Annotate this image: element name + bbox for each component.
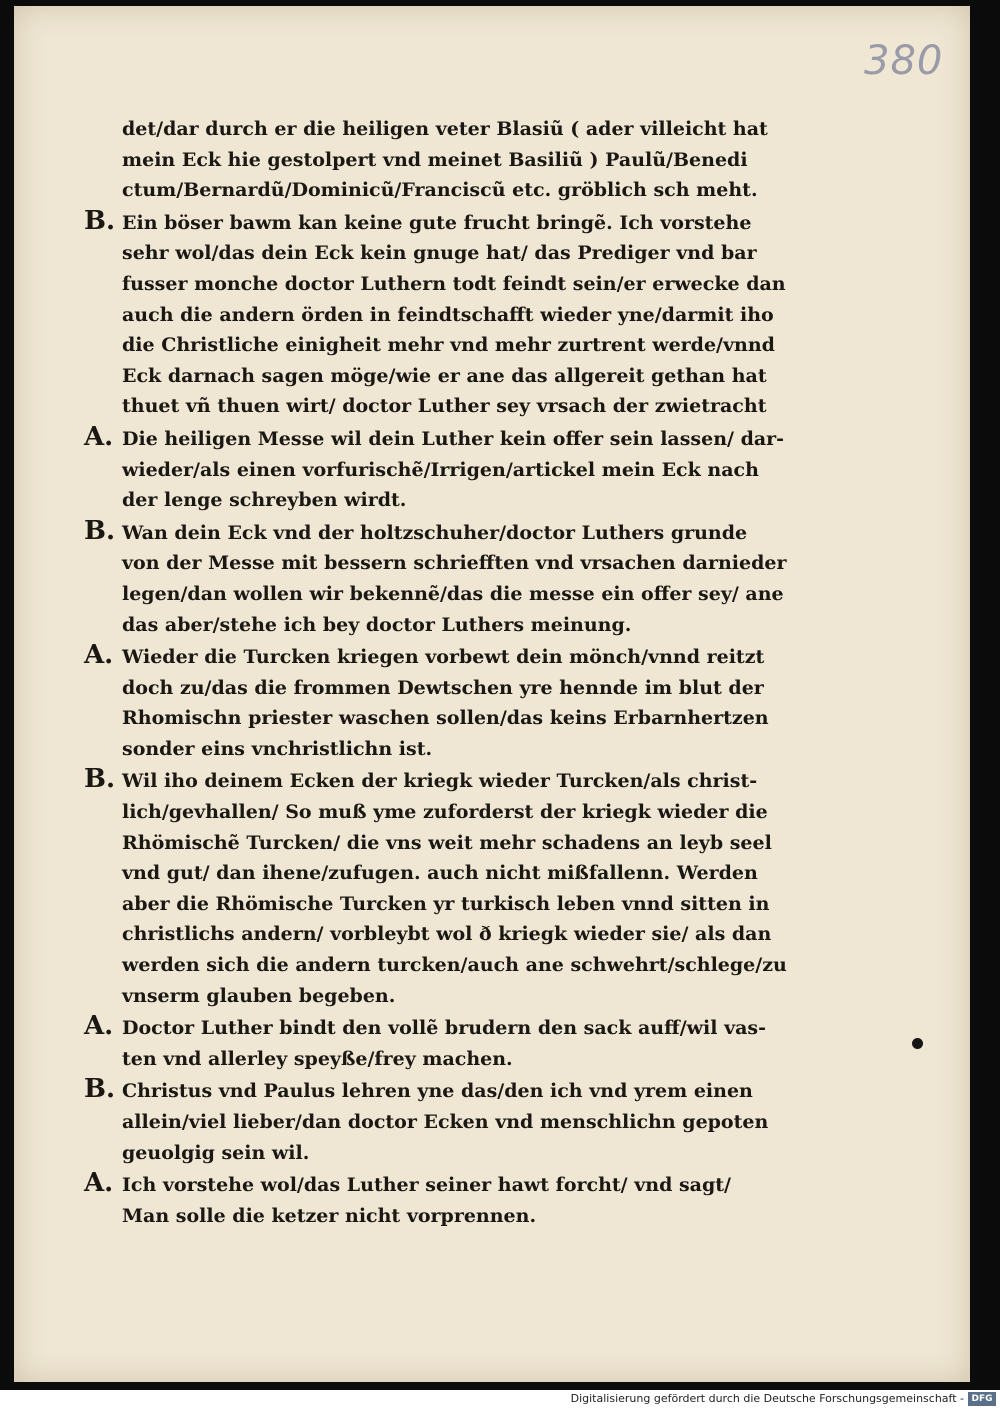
- line-text: von der Messe mit bessern schriefften vnd vrsachen darnieder: [122, 552, 787, 575]
- text-line: [84, 703, 804, 734]
- text-line: [84, 391, 804, 422]
- speaker-marker: B.: [84, 515, 116, 546]
- text-line: [84, 1011, 804, 1044]
- text-line: [84, 114, 804, 145]
- text-line: [84, 610, 804, 641]
- text-line: [84, 1044, 804, 1075]
- line-text: Ich vorstehe wol/das Luther seiner hawt forcht/ vnd sagt/: [122, 1174, 731, 1197]
- line-text: aber die Rhömische Turcken yr turkisch leben vnnd sitten in: [122, 892, 770, 915]
- line-text: werden sich die andern turcken/auch ane schwehrt/schlege/zu: [122, 954, 787, 977]
- text-line: [84, 981, 804, 1012]
- speaker-marker: A.: [84, 640, 114, 671]
- line-text: christlichs andern/ vorbleybt wol ð kriegk wieder sie/ als dan: [122, 923, 772, 946]
- text-line: [84, 361, 804, 392]
- line-text: die Christliche einigheit mehr vnd mehr zurtrent werde/vnnd: [122, 334, 775, 357]
- text-line: [84, 1168, 804, 1201]
- line-text: wieder/als einen vorfurischẽ/Irrigen/artickel mein Eck nach: [122, 458, 759, 481]
- text-line: [84, 889, 804, 920]
- text-line: [84, 734, 804, 765]
- speaker-marker: A.: [84, 1011, 114, 1042]
- footer-credit: Digitalisierung gefördert durch die Deutsche Forschungsgemeinschaft -: [570, 1392, 964, 1405]
- line-text: legen/dan wollen wir bekennẽ/das die messe ein offer sey/ ane: [122, 582, 784, 605]
- line-text: vnserm glauben begeben.: [122, 984, 396, 1007]
- text-line: [84, 640, 804, 673]
- speaker-marker: A.: [84, 1168, 114, 1199]
- page-text: [84, 114, 804, 1231]
- text-line: [84, 422, 804, 455]
- line-text: Ein böser bawm kan keine gute frucht bringẽ. Ich vorstehe: [122, 211, 752, 234]
- line-text: thuet vñ thuen wirt/ doctor Luther sey vrsach der zwietracht: [122, 395, 767, 418]
- text-line: [84, 175, 804, 206]
- footer: [0, 1390, 1000, 1409]
- text-line: [84, 797, 804, 828]
- text-line: [84, 764, 804, 797]
- line-text: lich/gevhallen/ So muß yme zuforderst der kriegk wieder die: [122, 801, 768, 824]
- line-text: sehr wol/das dein Eck kein gnuge hat/ das Prediger vnd bar: [122, 242, 757, 265]
- ink-dot: [912, 1038, 923, 1049]
- line-text: Wil iho deinem Ecken der kriegk wieder Turcken/als christ-: [122, 770, 758, 793]
- text-line: [84, 516, 804, 549]
- text-line: [84, 1074, 804, 1107]
- line-text: geuolgig sein wil.: [122, 1141, 310, 1164]
- text-line: [84, 300, 804, 331]
- line-text: Eck darnach sagen möge/wie er ane das allgereit gethan hat: [122, 364, 767, 387]
- dfg-logo: DFG: [968, 1392, 996, 1406]
- text-line: [84, 206, 804, 239]
- line-text: sonder eins vnchristlichn ist.: [122, 737, 433, 760]
- speaker-marker: A.: [84, 421, 114, 452]
- line-text: Wieder die Turcken kriegen vorbewt dein mönch/vnnd reitzt: [122, 646, 765, 669]
- text-line: [84, 1107, 804, 1138]
- text-line: [84, 828, 804, 859]
- book-page: [14, 6, 970, 1382]
- text-line: [84, 145, 804, 176]
- text-line: [84, 548, 804, 579]
- text-line: [84, 858, 804, 889]
- line-text: doch zu/das die frommen Dewtschen yre hennde im blut der: [122, 676, 764, 699]
- text-line: [84, 673, 804, 704]
- speaker-marker: B.: [84, 205, 116, 236]
- line-text: vnd gut/ dan ihene/zufugen. auch nicht mißfallenn. Werden: [122, 862, 758, 885]
- line-text: ten vnd allerley speyße/frey machen.: [122, 1047, 513, 1070]
- text-line: [84, 919, 804, 950]
- text-line: [84, 950, 804, 981]
- text-line: [84, 485, 804, 516]
- line-text: Rhömischẽ Turcken/ die vns weit mehr schadens an leyb seel: [122, 831, 772, 854]
- line-text: det/dar durch er die heiligen veter Blasiũ ( ader villeicht hat: [122, 118, 768, 140]
- line-text: Christus vnd Paulus lehren yne das/den ich vnd yrem einen: [122, 1080, 753, 1103]
- line-text: allein/viel lieber/dan doctor Ecken vnd menschlichn gepoten: [122, 1111, 769, 1133]
- speaker-marker: B.: [84, 764, 116, 795]
- line-text: fusser monche doctor Luthern todt feindt sein/er erwecke dan: [122, 272, 786, 295]
- line-text: Rhomischn priester waschen sollen/das keins Erbarnhertzen: [122, 707, 769, 730]
- line-text: der lenge schreyben wirdt.: [122, 489, 407, 512]
- text-line: [84, 238, 804, 269]
- line-text: Doctor Luther bindt den vollẽ brudern den sack auff/wil vas-: [122, 1017, 766, 1040]
- line-text: ctum/Bernardũ/Dominicũ/Franciscũ etc. gröblich sch meht.: [122, 179, 758, 202]
- page-number: 380: [864, 38, 944, 84]
- line-text: Die heiligen Messe wil dein Luther kein offer sein lassen/ dar-: [122, 427, 785, 450]
- text-line: [84, 269, 804, 300]
- line-text: auch die andern örden in feindtschafft wieder yne/darmit iho: [122, 303, 774, 326]
- line-text: Wan dein Eck vnd der holtzschuher/doctor Luthers grunde: [122, 521, 748, 544]
- text-line: [84, 330, 804, 361]
- text-line: [84, 455, 804, 486]
- speaker-marker: B.: [84, 1074, 116, 1105]
- text-line: [84, 1138, 804, 1169]
- text-line: [84, 579, 804, 610]
- line-text: Man solle die ketzer nicht vorprennen.: [122, 1204, 537, 1227]
- text-line: [84, 1201, 804, 1232]
- line-text: mein Eck hie gestolpert vnd meinet Basiliũ ) Paulũ/Benedi: [122, 148, 748, 171]
- line-text: das aber/stehe ich bey doctor Luthers meinung.: [122, 613, 632, 636]
